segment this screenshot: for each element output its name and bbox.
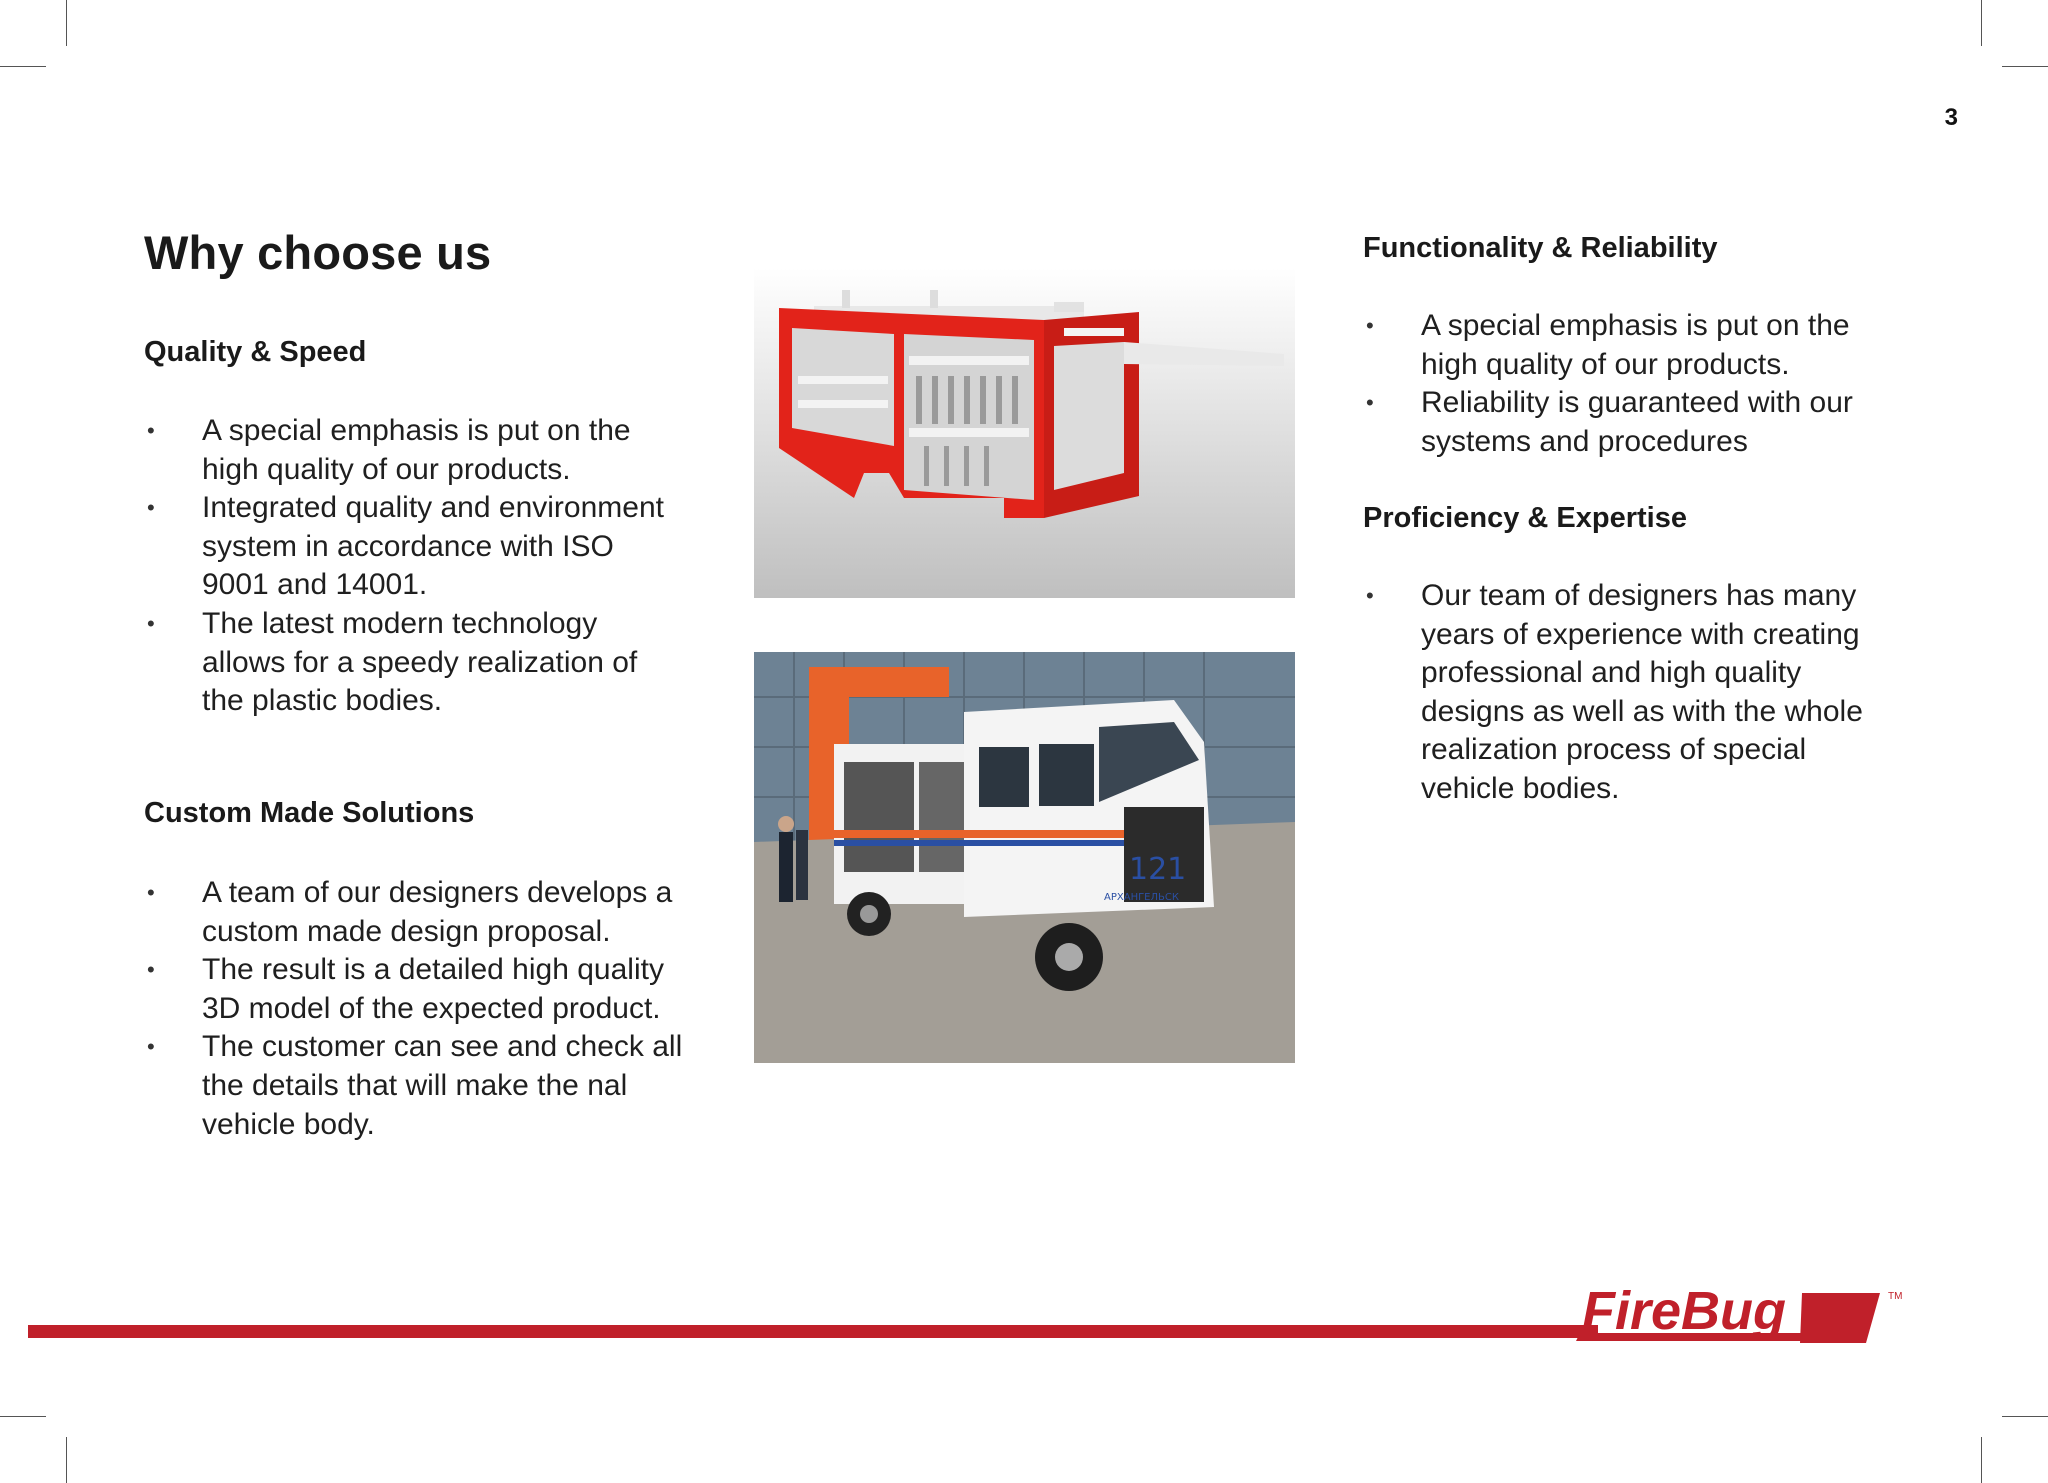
crop-mark [0,1416,46,1417]
crop-mark [2002,1416,2048,1417]
crop-mark [66,1437,67,1483]
quality-speed-list [144,412,684,721]
list-item: • A special emphasis is put on the high quality of our products. [144,412,684,489]
functionality-list [1363,307,1903,461]
logo-tm: TM [1888,1291,1903,1302]
page-number: 3 [1944,104,1958,131]
page-title: Why choose us [144,226,492,279]
heading-custom-made: Custom Made Solutions [144,797,475,829]
list-item: • Integrated quality and environment system in accordance with ISO 9001 and 14001. [144,489,684,605]
list-item: • The result is a detailed high quality 3D model of the expected product. [144,951,684,1028]
truck-photo [754,652,1295,1063]
list-item: • The customer can see and check all the details that will make the nal vehicle body. [144,1028,684,1144]
heading-quality-speed: Quality & Speed [144,336,367,368]
crop-mark [1981,1437,1982,1483]
crop-mark [1981,0,1982,46]
vehicle-body-render-illustration [754,268,1295,598]
proficiency-list [1363,577,1903,809]
list-item: • Reliability is guaranteed with our systems and procedures [1363,384,1903,461]
render-image [754,268,1295,598]
crop-mark [2002,66,2048,67]
custom-made-list [144,874,684,1144]
crop-mark [66,0,67,46]
footer-bar [28,1325,1598,1338]
list-item: • A team of our designers develops a custom made design proposal. [144,874,684,951]
list-item: • The latest modern technology allows for a speedy realization of the plastic bodies. [144,605,684,721]
list-item: • A special emphasis is put on the high quality of our products. [1363,307,1903,384]
fire-truck-illustration [754,652,1295,1063]
truck-number: 121 [1129,852,1187,887]
logo-text: FireBug [1582,1281,1787,1341]
heading-proficiency: Proficiency & Expertise [1363,502,1687,534]
list-item: • Our team of designers has many years of experience with creating professional and high quality designs as well as with the whole realization process of special vehicle bodies. [1363,577,1903,809]
firebug-logo [1570,1275,1910,1343]
crop-mark [0,66,46,67]
heading-functionality: Functionality & Reliability [1363,232,1718,264]
truck-city: АРХАНГЕЛЬСК [1104,892,1179,903]
